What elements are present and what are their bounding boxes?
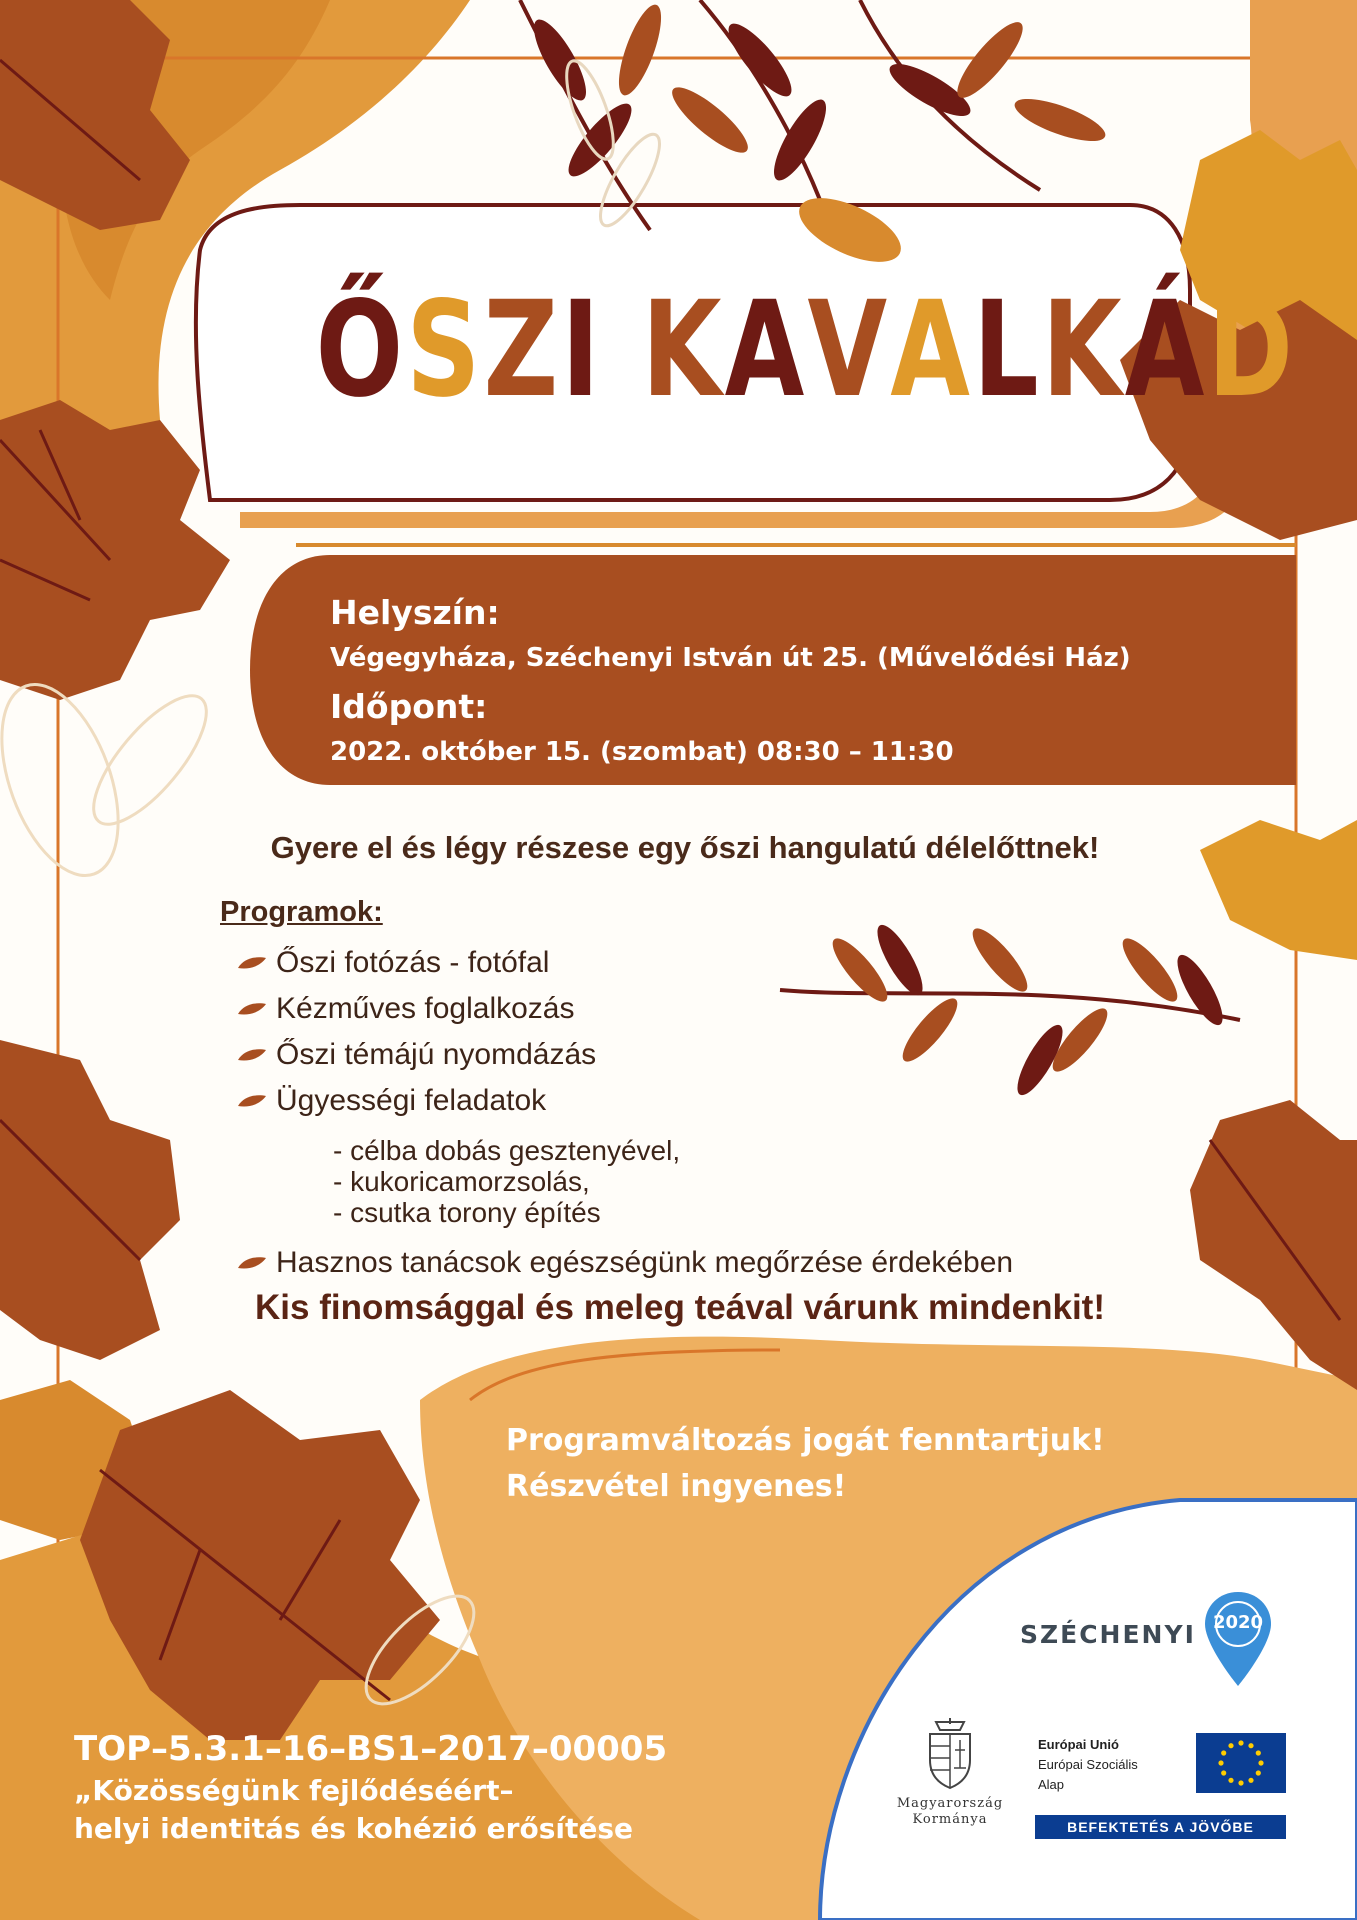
project-title-line-1: „Közösségünk fejlődéséért–: [74, 1774, 514, 1807]
title-letter: Ő: [315, 273, 407, 427]
title-letter: A: [724, 273, 808, 427]
title-letter: K: [1041, 273, 1125, 427]
notice-line-2: Részvétel ingyenes!: [506, 1469, 847, 1504]
program-list: [238, 940, 596, 1124]
closing-text: Kis finomsággal és meleg teával várunk mindenkit!: [255, 1288, 1105, 1327]
title-letter: V: [807, 273, 891, 427]
title-text: [315, 250, 1297, 450]
time-label: Időpont:: [330, 687, 488, 726]
eu-star-icon: [1248, 1778, 1253, 1783]
location-value: Végegyháza, Széchenyi István út 25. (Művelődési Ház): [330, 643, 1131, 673]
project-title-line-2: helyi identitás és kohézió erősítése: [74, 1812, 634, 1845]
event-info-panel: [330, 590, 1270, 778]
leaf-bullet-icon: [238, 1256, 266, 1270]
eu-star-icon: [1238, 1740, 1243, 1745]
eu-star-icon: [1256, 1750, 1261, 1755]
leaf-bullet-icon: [238, 956, 266, 970]
government-line-1: Magyarország: [896, 1796, 1004, 1811]
program-item-label: Hasznos tanácsok egészségünk megőrzése érdekében: [276, 1246, 1014, 1279]
map-pin-icon: [1203, 1590, 1273, 1690]
leaf-bullet-icon: [238, 1048, 266, 1062]
eu-line-2: Európai Szociális: [1038, 1757, 1138, 1772]
szechenyi-logo-text: SZÉCHENYI: [1020, 1620, 1196, 1649]
eu-star-icon: [1248, 1743, 1253, 1748]
program-sub-item: - kukoricamorzsolás,: [333, 1166, 590, 1197]
hungarian-coat-of-arms-icon: [924, 1718, 976, 1790]
program-item: [238, 940, 596, 986]
title-letter: D: [1207, 273, 1297, 427]
eu-star-icon: [1221, 1770, 1226, 1775]
program-item-label: Kézműves foglalkozás: [276, 992, 575, 1025]
title-letter: S: [406, 273, 484, 427]
eu-star-icon: [1258, 1760, 1263, 1765]
title-letter: [603, 250, 642, 450]
eu-star-icon: [1238, 1780, 1243, 1785]
szechenyi-year: 2020: [1212, 1612, 1264, 1633]
eu-slogan-band: BEFEKTETÉS A JÖVŐBE: [1035, 1815, 1286, 1839]
program-item-label: Őszi témájú nyomdázás: [276, 1038, 597, 1071]
funding-info: [74, 1726, 667, 1848]
eu-flag-icon: [1196, 1733, 1286, 1793]
location-label: Helyszín:: [330, 593, 500, 632]
poster-title: [210, 250, 1297, 480]
leaf-bullet-icon: [238, 1094, 266, 1108]
program-sub-item: - csutka torony építés: [333, 1197, 601, 1228]
notice-line-1: Programváltozás jogát fenntartjuk!: [506, 1423, 1105, 1458]
eu-logo-text: [1038, 1735, 1138, 1795]
title-letter: K: [641, 273, 725, 427]
eu-line-3: Alap: [1038, 1777, 1065, 1792]
program-item: [238, 986, 596, 1032]
program-item-label: Ügyességi feladatok: [276, 1084, 547, 1117]
program-sub-item: - célba dobás gesztenyével,: [333, 1135, 681, 1166]
eu-star-icon: [1228, 1778, 1233, 1783]
program-item-label: Őszi fotózás - fotófal: [276, 946, 550, 979]
title-letter: Z: [483, 273, 562, 427]
leaf-bullet-icon: [238, 1002, 266, 1016]
eu-star-icon: [1221, 1750, 1226, 1755]
project-code: TOP–5.3.1–16–BS1–2017–00005: [74, 1729, 668, 1769]
title-letter: A: [890, 273, 974, 427]
program-item-last: [238, 1240, 1013, 1286]
eu-line-1: Európai Unió: [1038, 1737, 1119, 1752]
government-line-2: Kormánya: [912, 1812, 988, 1827]
programs-title: Programok:: [220, 896, 383, 928]
eu-star-icon: [1218, 1760, 1223, 1765]
time-value: 2022. október 15. (szombat) 08:30 – 11:30: [330, 737, 954, 767]
notice-text: [506, 1418, 1105, 1510]
eu-star-icon: [1256, 1770, 1261, 1775]
intro-text: Gyere el és légy részese egy őszi hangulatú délelőttnek!: [270, 830, 1100, 865]
title-letter: L: [973, 273, 1042, 427]
government-logo-text: [880, 1796, 1020, 1828]
title-letter: Á: [1124, 273, 1208, 427]
program-item: [238, 1032, 596, 1078]
eu-star-icon: [1228, 1743, 1233, 1748]
program-item: [238, 1078, 596, 1124]
program-sub-list: [333, 1135, 680, 1228]
title-letter: I: [561, 273, 603, 427]
